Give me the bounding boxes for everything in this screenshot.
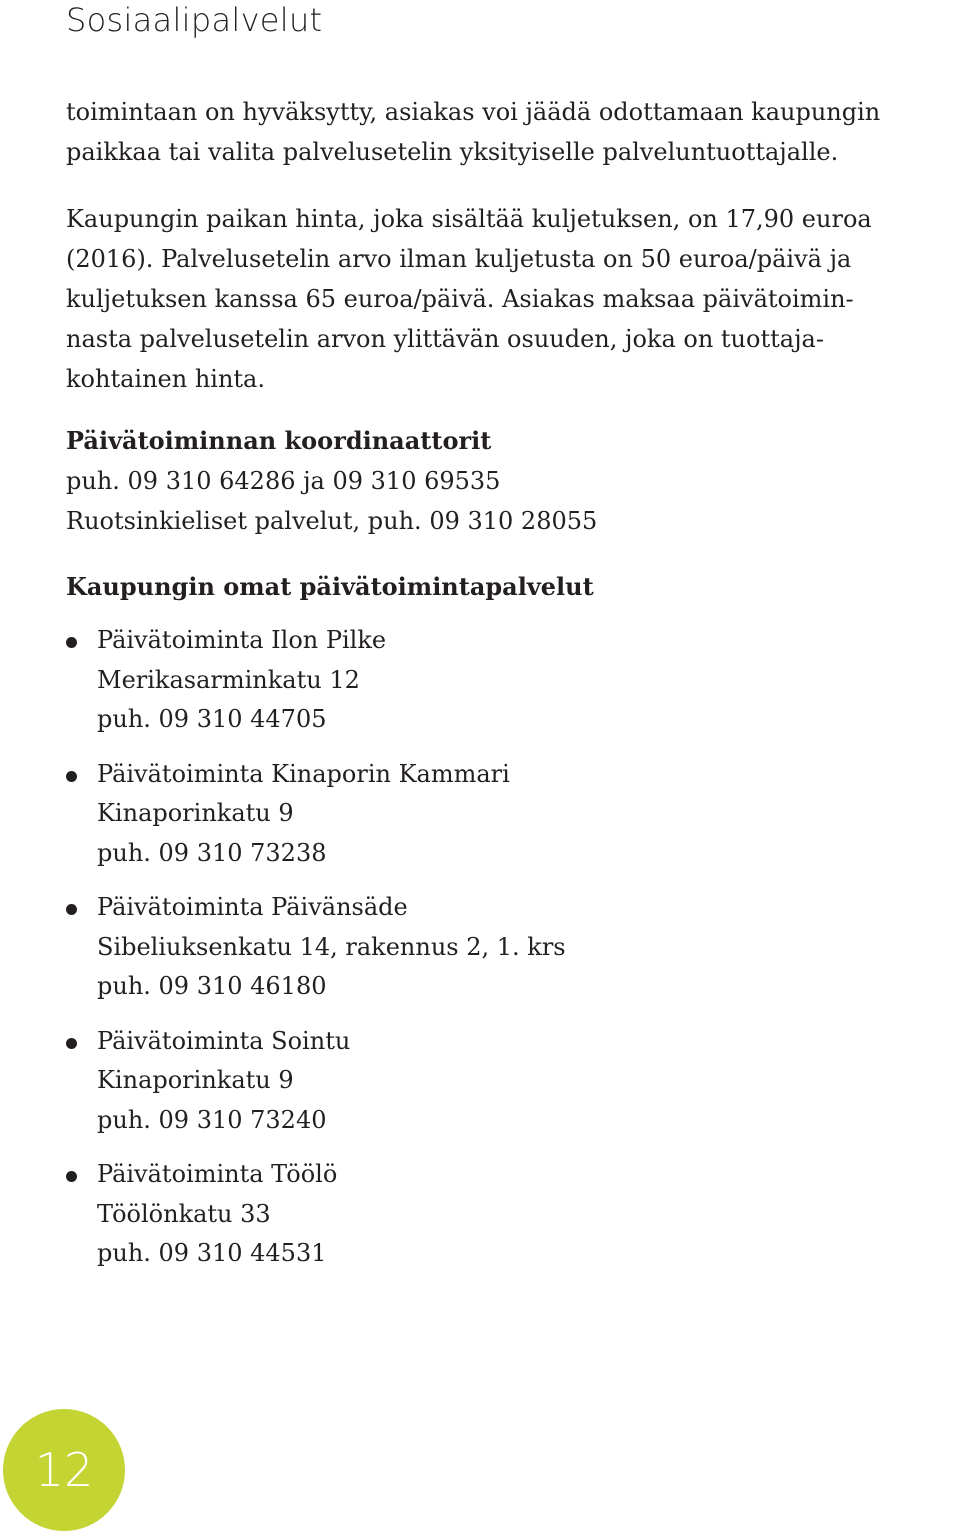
service-phone: puh. 09 310 73238 (97, 838, 327, 867)
service-address: Sibeliuksenkatu 14, rakennus 2, 1. krs (97, 932, 566, 961)
list-item (66, 1155, 960, 1274)
bullet-icon (66, 1038, 77, 1049)
service-name: Päivätoiminta Töölö (97, 1160, 338, 1188)
service-address: Merikasarminkatu 12 (97, 665, 360, 694)
service-phone: puh. 09 310 44705 (97, 705, 327, 733)
service-phone: puh. 09 310 46180 (97, 972, 327, 1000)
coordinators-block (66, 421, 960, 541)
service-phone: puh. 09 310 44531 (97, 1239, 327, 1267)
service-address: Kinaporinkatu 9 (97, 799, 294, 827)
bullet-icon (66, 637, 77, 648)
page-number-badge (3, 1409, 125, 1531)
service-name: Päivätoiminta Sointu (97, 1026, 351, 1055)
paragraph-intro: toimintaan on hyväksytty, asiakas voi jäädä odottamaan kaupungin paikkaa tai valita palvelusetelin yksityiselle palveluntuottajalle. (66, 98, 881, 166)
paragraph-pricing: Kaupungin paikan hinta, joka sisältää kuljetuksen, on 17,90 euroa (2016). Palvelusetelin arvo ilman kuljetusta on 50 euroa/päivä ja kuljetuksen kanssa 65 euroa/päivä. Asiakas maksaa päivätoimin- nasta palvelusetelin arvon ylittävän osuuden, joka on tuottaja- kohtainen hinta. (66, 205, 872, 393)
list-item (66, 888, 960, 1007)
page-content (66, 92, 960, 1289)
coordinators-phone: puh. 09 310 64286 ja 09 310 69535 (66, 467, 501, 495)
bullet-icon (66, 904, 77, 915)
service-name: Päivätoiminta Kinaporin Kammari (97, 759, 510, 788)
list-item (66, 755, 960, 874)
service-name: Päivätoiminta Päivänsäde (97, 893, 408, 921)
bullet-icon (66, 771, 77, 782)
coordinators-heading: Päivätoiminnan koordinaattorit (66, 426, 492, 455)
service-name: Päivätoiminta Ilon Pilke (97, 626, 387, 654)
section-title: Sosiaalipalvelut (66, 1, 323, 39)
list-item (66, 1022, 960, 1141)
swedish-services-phone: Ruotsinkieliset palvelut, puh. 09 310 28055 (66, 507, 598, 535)
services-list (66, 621, 960, 1274)
services-heading: Kaupungin omat päivätoimintapalvelut (66, 572, 594, 601)
service-address: Töölönkatu 33 (97, 1199, 271, 1228)
list-item (66, 621, 960, 740)
service-phone: puh. 09 310 73240 (97, 1105, 327, 1134)
service-address: Kinaporinkatu 9 (97, 1066, 294, 1094)
page-number: 12 (34, 1443, 94, 1497)
bullet-icon (66, 1171, 77, 1182)
